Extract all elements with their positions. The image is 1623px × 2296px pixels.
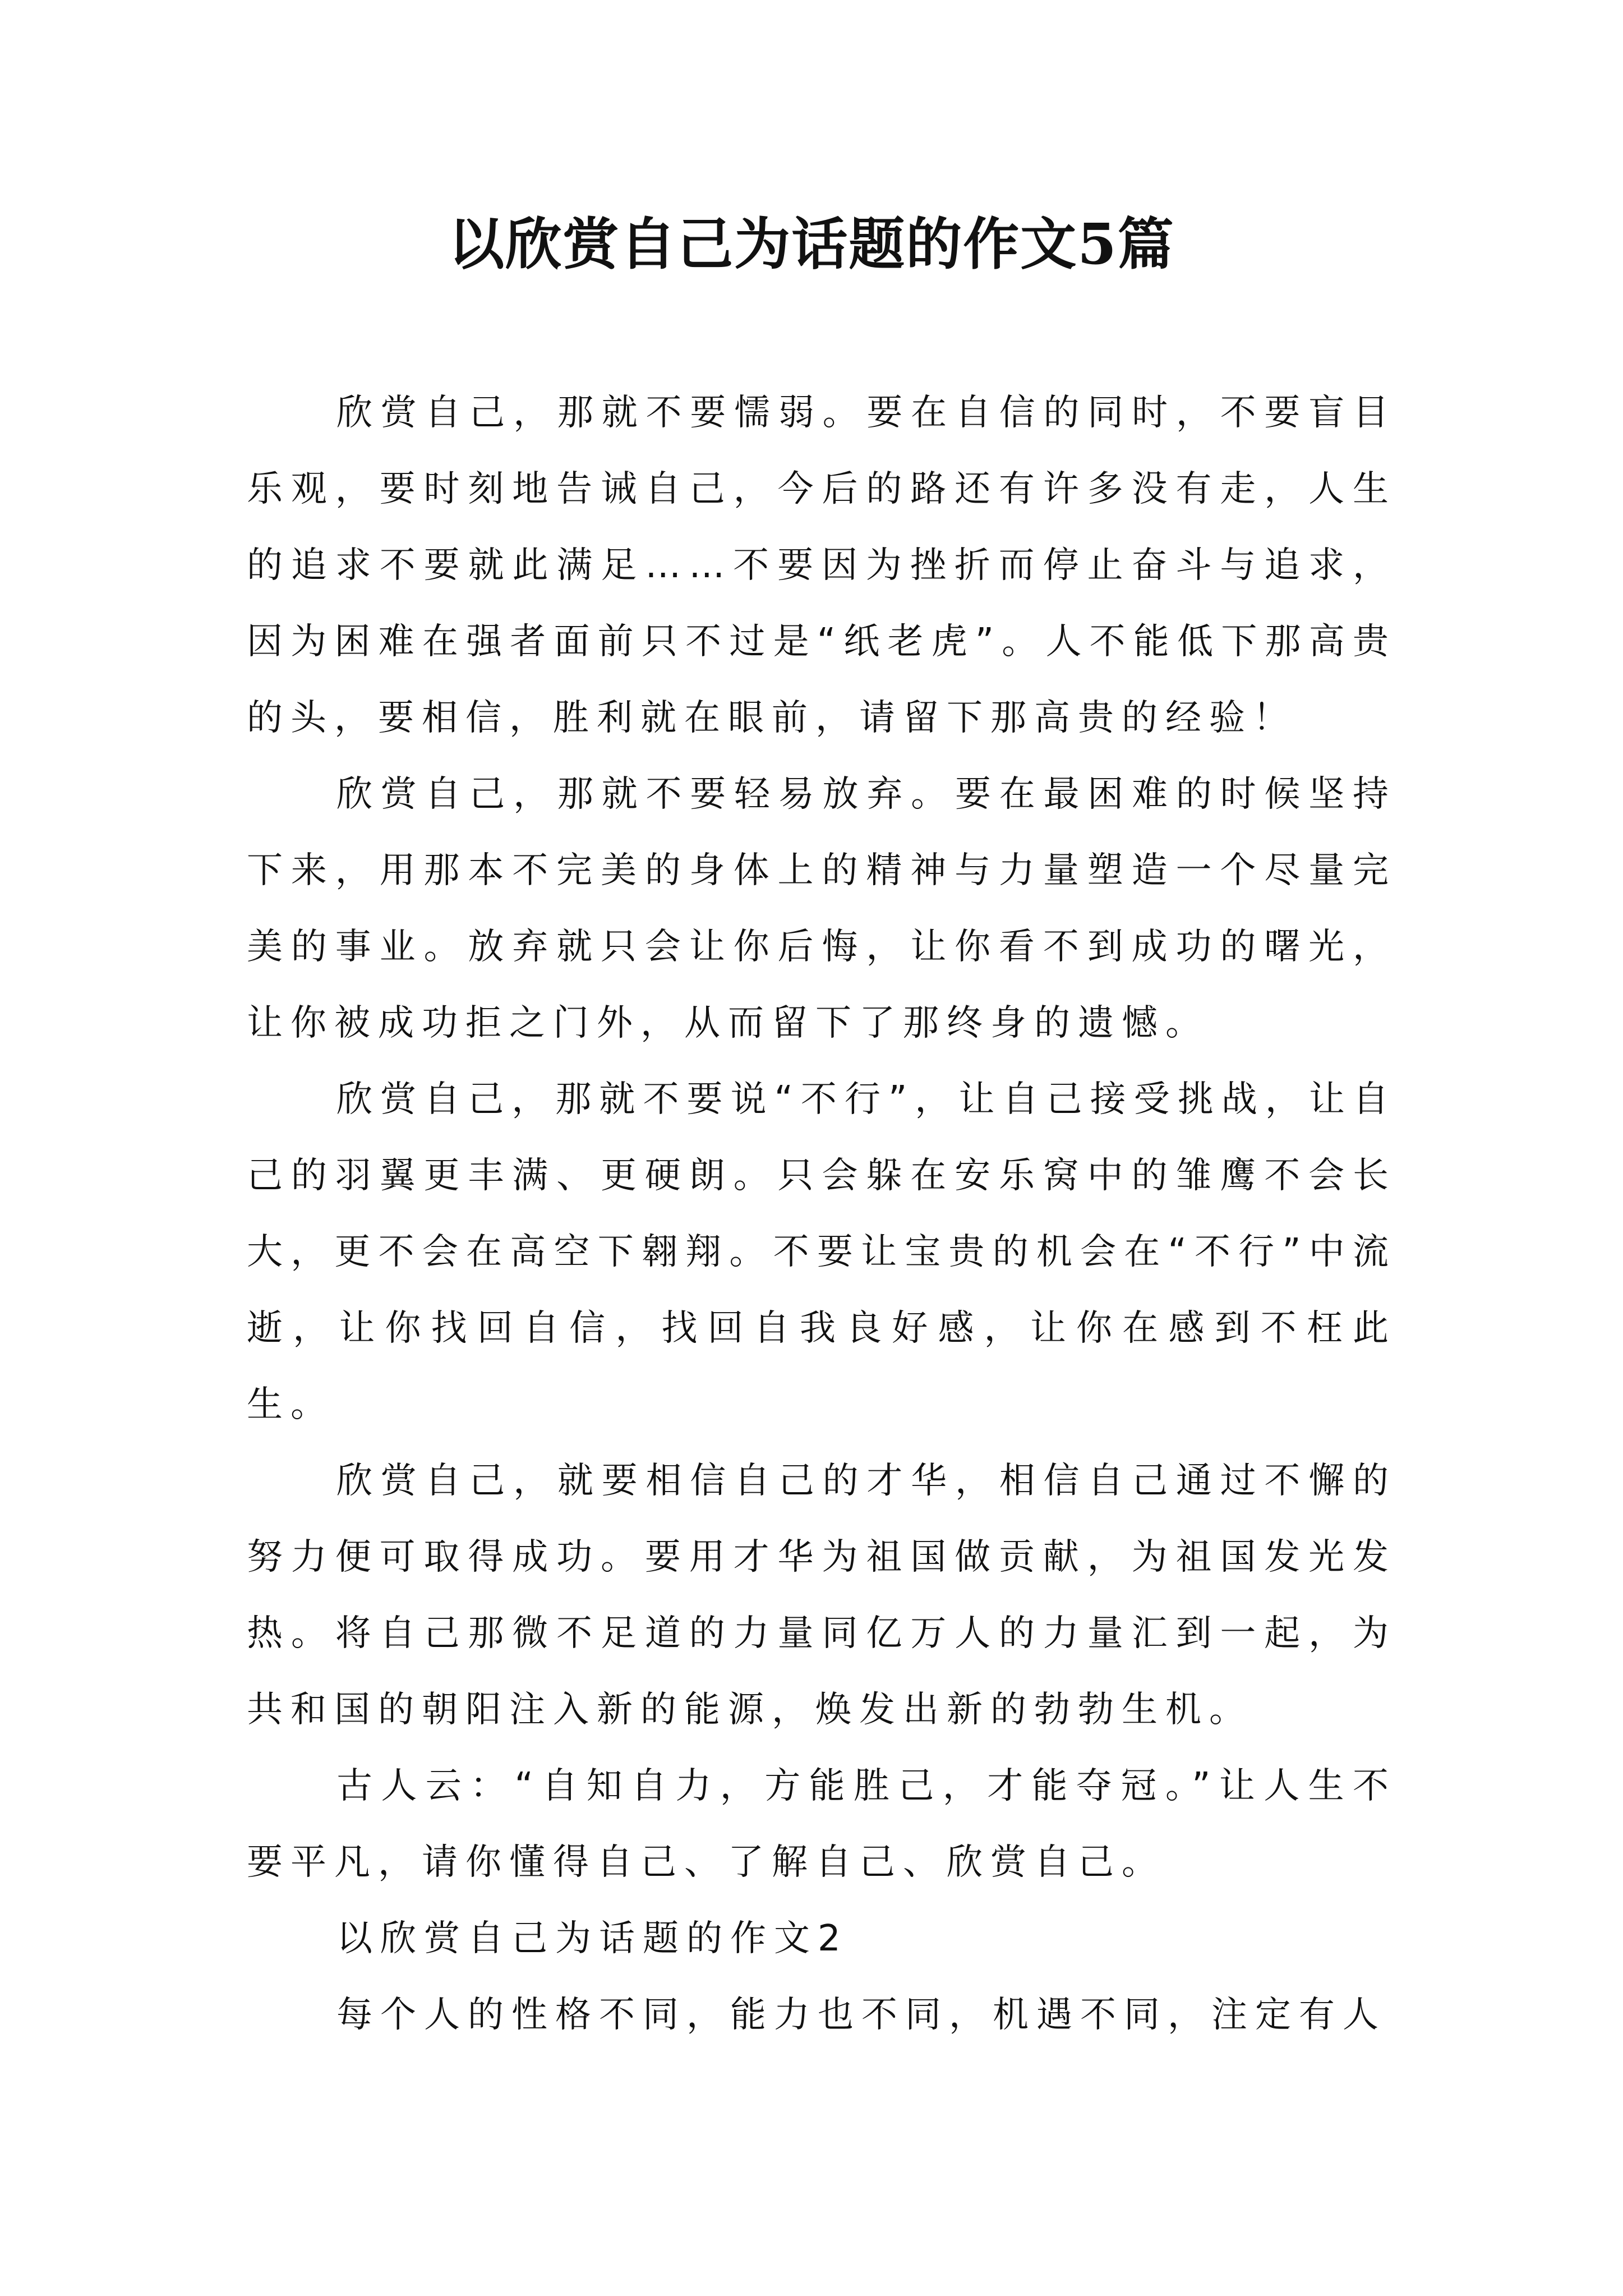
paragraph: 欣赏自己，就要相信自己的才华，相信自己通过不懈的努力便可取得成功。要用才华为祖国做贡献，为祖国发光发热。将自己那微不足道的力量同亿万人的力量汇到一起，为共和国的朝阳注入新的能源，焕发出新的勃勃生机。 xyxy=(247,1460,1396,1731)
paragraph: 欣赏自己，那就不要懦弱。要在自信的同时，不要盲目乐观，要时刻地告诫自己，今后的路还有许多没有走，人生的追求不要就此满足……不要因为挫折而停止奋斗与追求，因为困难在强者面前只不过是“纸老虎”。人不能低下那高贵的头，要相信，胜利就在眼前，请留下那高贵的经验！ xyxy=(247,392,1396,739)
document-body xyxy=(247,375,1396,2053)
paragraph: 欣赏自己，那就不要说“不行”，让自己接受挑战，让自己的羽翼更丰满、更硬朗。只会躲在安乐窝中的雏鹰不会长大，更不会在高空下翱翔。不要让宝贵的机会在“不行”中流逝，让你找回自信，找回自我良好感，让你在感到不枉此生。 xyxy=(247,1079,1396,1425)
document-title: 以欣赏自己为话题的作文5篇 xyxy=(448,211,1175,277)
paragraph: 古人云：“自知自力，方能胜己，才能夺冠。”让人生不要平凡，请你懂得自己、了解自己、欣赏自己。 xyxy=(247,1765,1396,1883)
paragraph: 欣赏自己，那就不要轻易放弃。要在最困难的时候坚持下来，用那本不完美的身体上的精神与力量塑造一个尽量完美的事业。放弃就只会让你后悔，让你看不到成功的曙光，让你被成功拒之门外，从而留下了那终身的遗憾。 xyxy=(247,774,1396,1044)
section-heading: 以欣赏自己为话题的作文2 xyxy=(336,1918,849,1959)
paragraph: 每个人的性格不同，能力也不同，机遇不同，注定有人 xyxy=(336,1994,1386,2036)
